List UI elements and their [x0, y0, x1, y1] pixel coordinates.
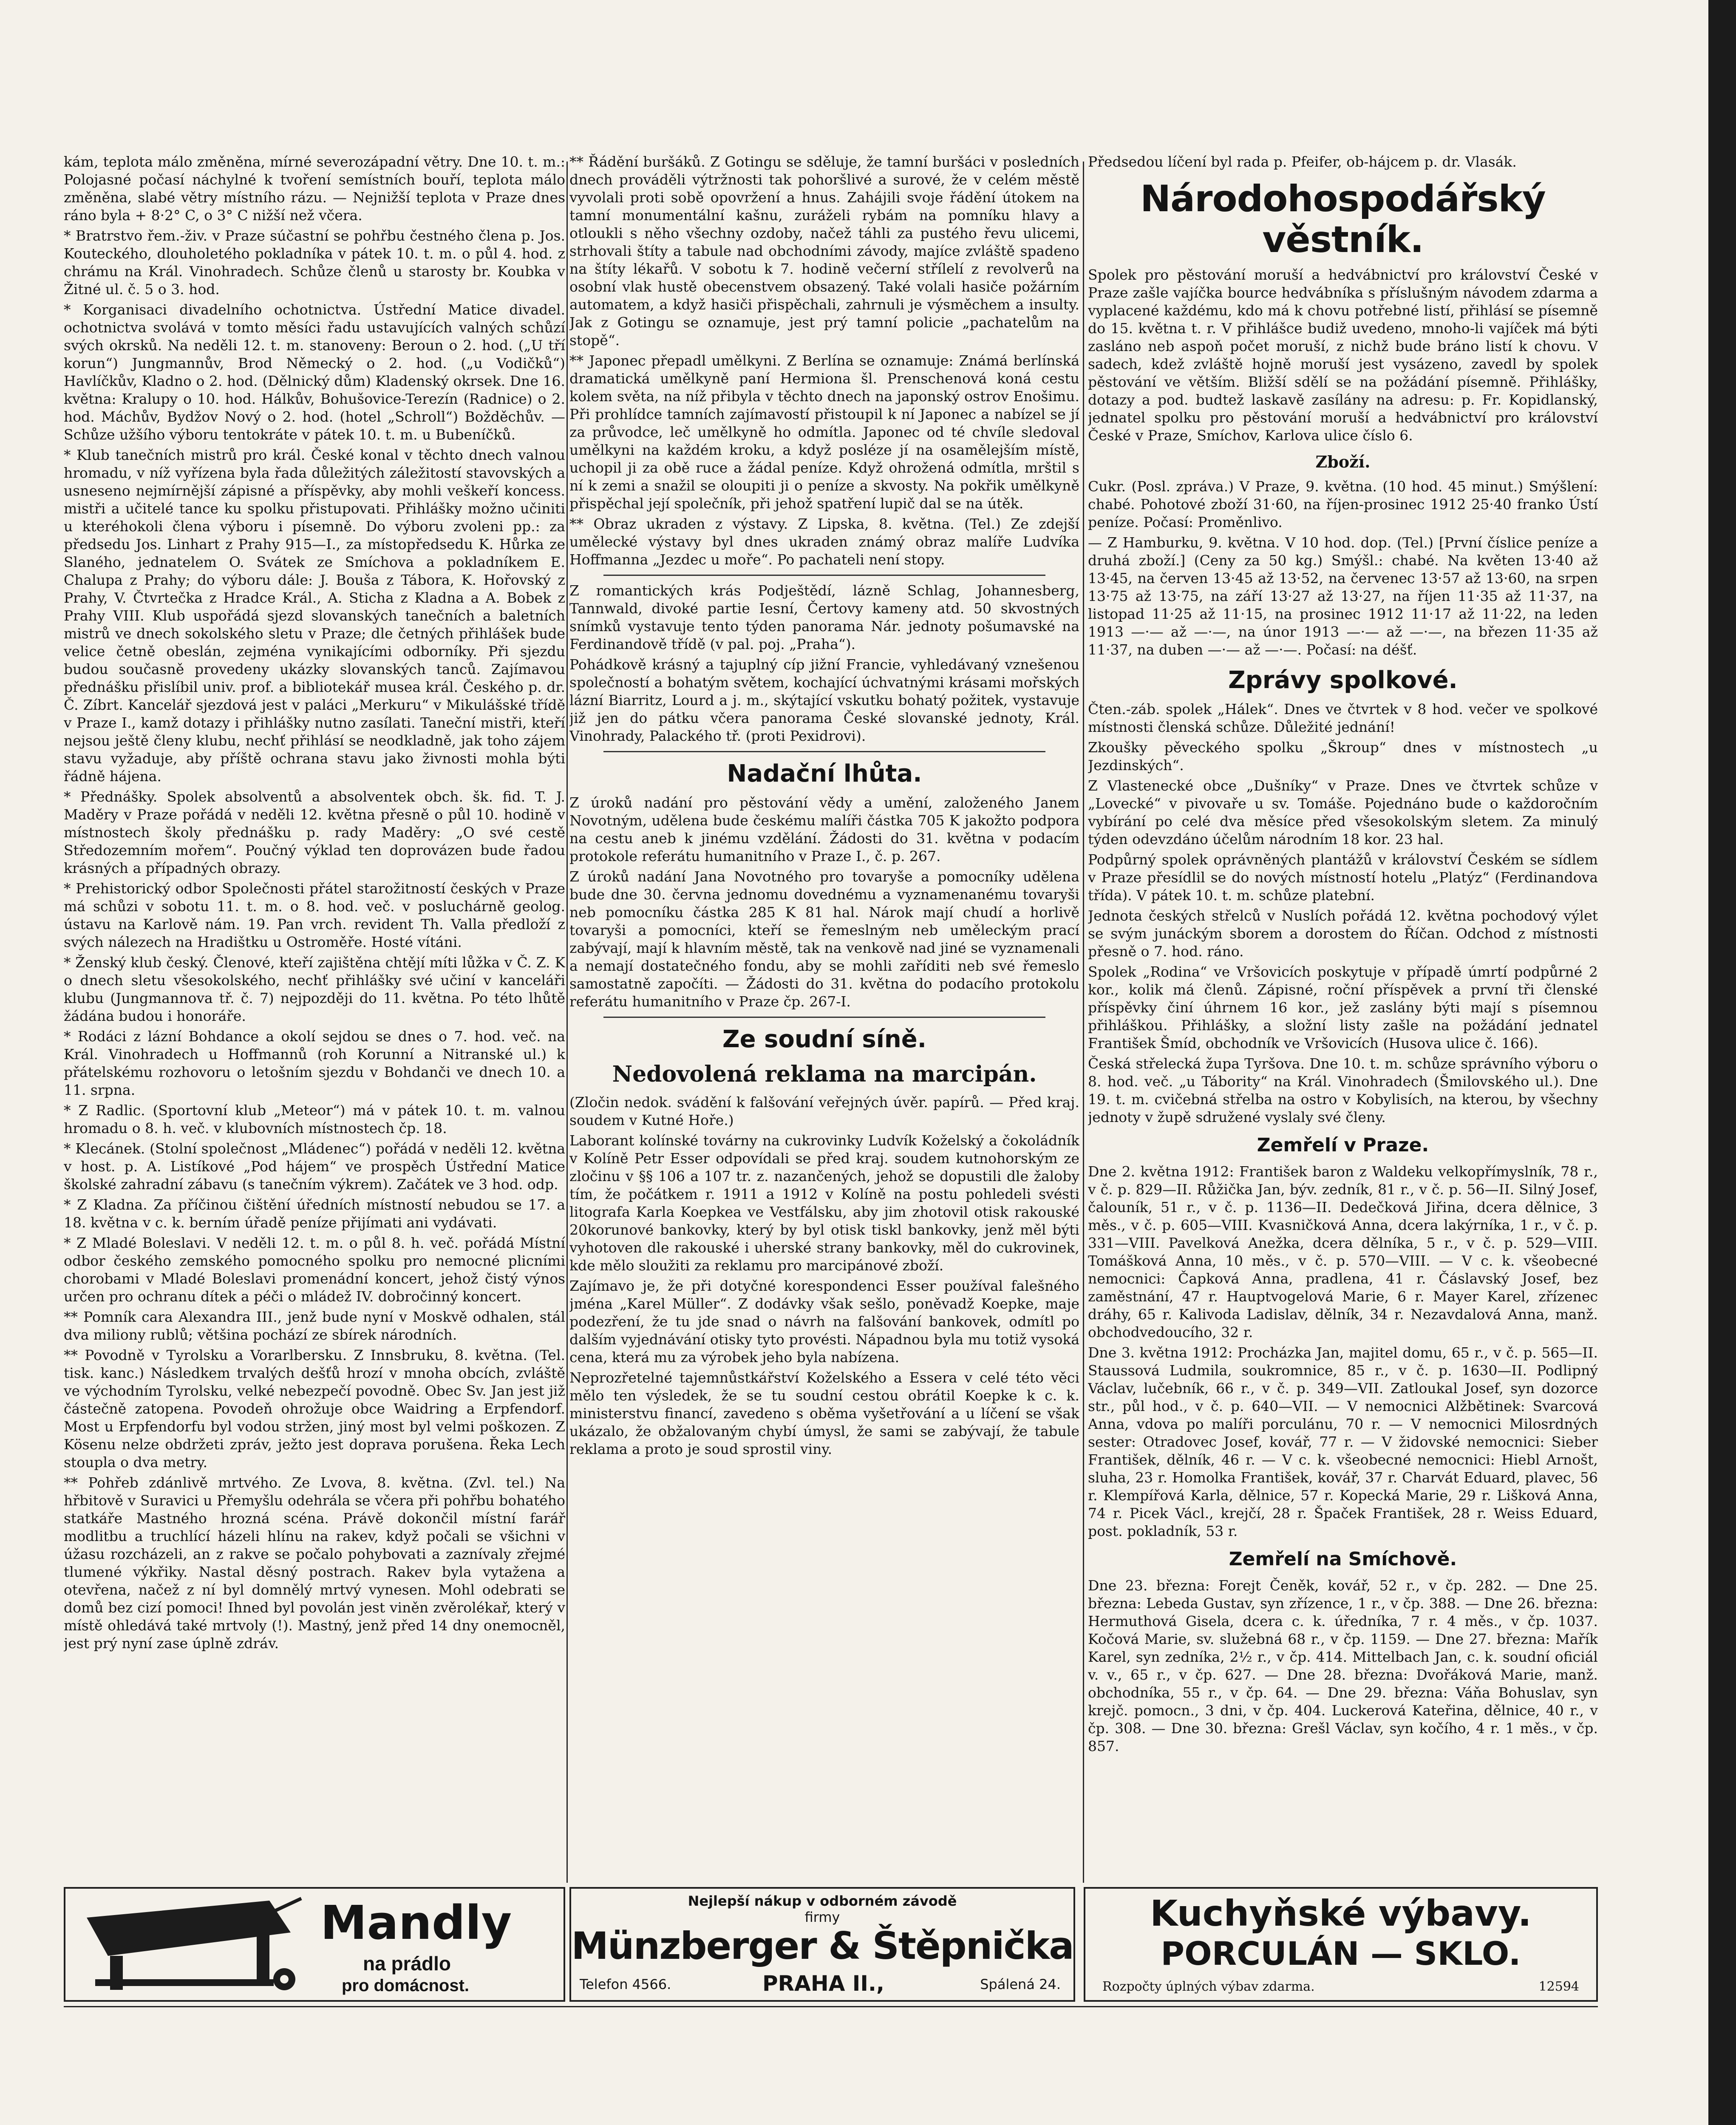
- ad-title: Kuchyňské výbavy.: [1150, 1893, 1532, 1934]
- article-paragraph: Česká střelecká župa Tyršova. Dne 10. t. m. schůze správního výboru o 8. hod. več. „u Tábority“ na Král. Vinohradech (Šmilovského ul.). Dne 19. t. m. cvičebná střelba na ostro v Kobylisích, na kterou, by všechny jednoty v župě sdružené vyslaly své členy.: [1088, 1055, 1598, 1125]
- column-2: [569, 153, 1079, 1883]
- ad-number: 12594: [1538, 1979, 1579, 1994]
- article-paragraph: Laborant kolínské továrny na cukrovinky Ludvík Koželský a čokoládník v Kolíně Petr Esser odpovídali se před kraj. soudem kutnohorským ze zločinu v §§ 106 a 107 tr. z. nazančených, jehož se dopustili dle žaloby tím, že počátkem r. 1911 a 1912 v Kolíně na postu pohledeli svésti litografa Karla Koepkea ve Vestfálsku, aby jim zhotovil otisk rakouské 20korunové bankovky, který by byl otisk tiskl bankovky, jenž měl býti vyhotoven dle rakouské i uherské strany bankovky, měl do cukrovinek, kde mělo sloužiti za reklamu pro marcipánové zboží.: [569, 1132, 1079, 1274]
- article-paragraph: * Rodáci z lázní Bohdance a okolí sejdou se dnes o 7. hod. več. na Král. Vinohradech u Hoffmannů (roh Korunní a Nitranské ul.) k přátelskému rozhovoru o letošním sjezdu v Bohdanči ve dnech 10. a 11. srpna.: [64, 1028, 565, 1098]
- article-paragraph: Čten.-záb. spolek „Hálek“. Dnes ve čtvrtek v 8 hod. večer ve spolkové místnosti členská schůze. Důležité jednání!: [1088, 701, 1598, 735]
- article-paragraph: * Korganisaci divadelního ochotnictva. Ústřední Matice divadel. ochotnictva svolává v tomto měsíci řadu ustavujících valných schůzí svých okrsků. Na neděli 12. t. m. stanoveny: Beroun o 2. hod. („U tří korun“) Jungmannův, Brod Německý o 2. hod. („u Vodičků“) Havlíčkův, Kladno o 2. hod. (Dělnický dům) Kladenský okrsek. Dne 16. května: Kralupy o 10. hod. Hálkův, Bohušovice-Terezín (Radnice) o 2. hod. Máchův, Bydžov Nový o 2. hod. (hotel „Schroll“) Božděchův. — Schůze užšího výboru tentokráte v pátek 10. t. m. u Bubeníčků.: [64, 301, 565, 443]
- article-paragraph: * Ženský klub český. Členové, kteří zajištěna chtějí míti lůžka v Č. Z. K o dnech sletu všesokolského, nechť přihlášky své učiní v kanceláři klubu (Jungmannova tř. č. 7) nejpozději do 11. května. Po této lhůtě žádána budou i honoráře.: [64, 954, 565, 1024]
- article-paragraph: Předsedou líčení byl rada p. Pfeifer, ob-hájcem p. dr. Vlasák.: [1088, 153, 1517, 170]
- article-paragraph: ** Pomník cara Alexandra III., jenž bude nyní v Moskvě odhalen, stál dva miliony rublů; většina pochází ze sbírek národních.: [64, 1309, 565, 1343]
- article-paragraph: Zajímavo je, že při dotyčné korespondenci Esser používal falešného jména „Karel Müller“. Z dodávky však sešlo, poněvadž Koepke, maje podezření, že tu jde snad o návrh na falšování bankovek, odmítl po dalším vyjednávání otisky tyto provésti. Nápadnou byla mu totiž vysoká cena, která mu za výrobek jeho byla nabízena.: [569, 1278, 1079, 1366]
- article-paragraph: * Přednášky. Spolek absolventů a absolventek obch. šk. fid. T. J. Maděry v Praze pořádá v neděli 12. května přesně o půl 10. hodině v místnostech školy přednášku p. rady Maděry: „O své cestě Středozemním mořem“. Poučný výklad ten doprovázen bude řadou krásných a případných obrazy.: [64, 788, 565, 876]
- mangle-machine-icon: [70, 1892, 308, 1998]
- section-heading-zemreli-smichov: Zemřelí na Smíchově.: [1229, 1548, 1457, 1570]
- article-paragraph: Z romantických krás Podještědí, lázně Schlag, Johannesberg, Tannwald, divoké partie Iesní, Čertovy kameny atd. 50 skvostných snímků vystavuje tento týden panorama Nár. jednoty pošumavské na Ferdinandově třídě (v pal. poj. „Praha“).: [569, 582, 1079, 652]
- article-paragraph: ** Povodně v Tyrolsku a Vorarlbersku. Z Innsbruku, 8. května. (Tel. tisk. kanc.) Následkem trvalých dešťů hrozí v mnoha obcích, zvláště ve východním Tyrolsku, velké nebezpečí povodně. Obec Sv. Jan jest již částečně zatopena. Povodeň ohrožuje obce Waidring a Erpfendorf. Most u Erpfendorfu byl vodou stržen, jiný most byl velmi poškozen. Z Kösenu nelze obdržeti zpráv, ježto jest doprava porušena. Řeka Lech stoupla o dva metry.: [64, 1347, 565, 1470]
- article-heading: Nedovolená reklama na marcipán.: [612, 1061, 1037, 1087]
- article-paragraph: * Klub tanečních mistrů pro král. České konal v těchto dnech valnou hromadu, v níž vyřízena byla řada důležitých záležitostí stavovských a usneseno nejmírnější zápisné a příspěvky, aby mohli veškeří koncess. mistři a učitelé tance ku spolku přistupovati. Přihlášky možno učiniti u kteréhokoli člena výboru i písemně. Do výboru zvoleni pp.: za předsedu Jos. Linhart z Prahy 915—I., za místopředsedu K. Hůrka ze Slaného, jednatelem O. Svátek ze Smíchova a pokladníkem E. Chalupa z Prahy; do výboru dále: J. Bouša z Tábora, K. Hořovský z Prahy, V. Čtvrtečka z Hradce Král., A. Sticha z Kladna a A. Bobek z Prahy VIII. Klub uspořádá sjezd slovanských tanečních a baletních mistrů ve dnech sokolského sletu v Praze; dle četných přihlášek bude velice četně obeslán, zejména vynikajícími odborníky. Při sjezdu budou současně provedeny ukázky slovanských tanců. Zajímavou přednášku přislíbil univ. prof. a bibliotekář musea král. Českého p. dr. Č. Zíbrt. Kancelář sjezdová jest v paláci „Merkuru“ v Mikulášské třídě v Praze I., kamž dotazy i přihlášky nutno zasílati. Taneční mistři, kteří nejsou ještě členy klubu, nechť přihlásí se neodkladně, jak toho zájem stavu vyžaduje, aby příště ochrana stavu jako živnosti mohla býti řádně hájena.: [64, 447, 565, 785]
- article-paragraph: * Klecánek. (Stolní společnost „Mládenec“) pořádá v neděli 12. května v host. p. A. Listíkové „Pod hájem“ ve prospěch Ústřední Matice školské zahradní zábavu (s tanečním výkrem). Začátek ve 3 hod. odp.: [64, 1140, 565, 1193]
- article-paragraph: (Zločin nedok. svádění k falšování veřejných úvěr. papírů. — Před kraj. soudem v Kutné Hoře.): [569, 1094, 1079, 1128]
- ad-firm-name: Münzberger & Štěpnička: [571, 1924, 1073, 1968]
- section-heading-nadacni: Nadační lhůta.: [727, 760, 922, 788]
- article-paragraph: Z úroků nadání Jana Novotného pro tovaryše a pomocníky udělena bude dne 30. června jednomu dovednému a vyznamenanému tovaryši neb pomocníku částka 285 K 81 hal. Nárok mají chudí a horlivě tovaryši a pomocníci, kteří se řemeslným neb uměleckým prací zabývají, mají k hlavním městě, tak na venkově nad jiné se vyznamenali a nemají dostatečného fondu, aby se mohli zaříditi neb své řemeslo samostatně započíti. — Žádosti do 31. května do podacího protokolu referátu humanitního v Praze čp. 267-I.: [569, 868, 1079, 1010]
- article-paragraph: * Z Kladna. Za příčinou čištění úředních místností nebudou se 17. a 18. května v c. k. berním úřadě peníze přijímati ani vydávati.: [64, 1196, 565, 1231]
- ad-mandly: [64, 1887, 565, 2002]
- bottom-rule: [64, 2006, 1598, 2007]
- article-paragraph: Dne 23. března: Forejt Čeněk, kovář, 52 r., v čp. 282. — Dne 25. března: Lebeda Gustav, syn zřízence, 1 r., v čp. 388. — Dne 26. března: Hermuthová Gisela, dcera c. k. úředníka, 7 r. 4 měs., v čp. 1037. Kočová Marie, sv. služebná 68 r., v čp. 1159. — Dne 27. března: Mařík Karel, syn zedníka, 2½ r., v čp. 414. Mittelbach Jan, c. k. soudní oficiál v. v., 65 r., v čp. 627. — Dne 28. března: Dvořáková Marie, manž. obchodníka, 55 r., v čp. 64. — Dne 29. března: Váňa Bohuslav, syn krejč. pomocn., 3 dni, v čp. 404. Luckerová Kateřina, dělnice, 40 r., v čp. 308. — Dne 30. března: Grešl Václav, syn kočího, 4 r. 1 měs., v čp. 857.: [1088, 1577, 1598, 1754]
- ad-firm-label: firmy: [804, 1909, 840, 1925]
- ad-subtitle: na prádlo: [363, 1952, 451, 1975]
- ad-city: PRAHA II.,: [762, 1971, 884, 1996]
- ad-tagline: Nejlepší nákup v odborném závodě: [688, 1893, 957, 1909]
- section-heading-soud: Ze soudní síně.: [722, 1026, 927, 1053]
- section-heading-spolkove: Zprávy spolkové.: [1228, 666, 1458, 694]
- article-paragraph: Pohádkově krásný a tajuplný cíp jižní Francie, vyhledávaný vznešenou společností a bohatým světem, kochající úchvatnými krásami mořských lázní Biarritz, Lourd a j. m., skýtající vskutku bohatý požitek, vystavuje již jen do pátku včera panorama České slovanské jednoty, Král. Vinohrady, Palackého tř. (proti Pexidrovi).: [569, 656, 1079, 744]
- section-heading-zemreli-praha: Zemřelí v Praze.: [1257, 1134, 1429, 1156]
- article-paragraph: * Bratrstvo řem.-živ. v Praze súčastní se pohřbu čestného člena p. Jos. Kouteckého, dlouholetého pokladníka v pátek 10. t. m. o půl 4. hod. z chrámu na Král. Vinohradech. Schůze členů u starosty br. Koubka v Žitné ul. č. 5 o 3. hod.: [64, 227, 565, 298]
- article-paragraph: — Z Hamburku, 9. května. V 10 hod. dop. (Tel.) [První číslice peníze a druhá zboží.] (Ceny za 50 kg.) Smýšl.: chabé. Na květen 13·40 až 13·45, na červen 13·45 až 13·52, na červenec 13·57 až 13·60, na srpen 13·75 až 13·75, na září 13·27 až 13·27, na říjen 11·35 až 11·37, na listopad 11·25 až 11·15, na prosinec 1912 11·17 až 11·22, na leden 1913 —·— až —·—, na únor 1913 —·— až —·—, na březen 11·35 až 11·37, na duben —·— až —·—. Počasí: na déšť.: [1088, 534, 1598, 658]
- article-paragraph: ** Řádění buršáků. Z Gotingu se sděluje, že tamní buršáci v posledních dnech prováděli výtržnosti tak pohoršlivé a surové, že v celém městě vyvolali proti sobě opovržení a hnus. Zahájili svoje řádění útokem na tamní monumentální kašnu, zuráželi rybám na pomníku hlavy a otloukli s něho všechny ozdoby, načež táhli za pustého řevu ulicemi, strhovali štíty a tabule nad obchodními závody, majíce zvláště spadeno na štíty lékařů. V sobotu k 7. hodině večerní střílelí z revolverů na osobní vlak hustě obecenstvem obsazený. Také volali hasiče požárním automatem, a když hasiči přispěchali, zahrnuli je výsměchem a insulty. Jak z Gotingu se oznamuje, jest prý tamní policie „pachatelům na stopě“.: [569, 153, 1079, 348]
- article-paragraph: ** Japonec přepadl umělkyni. Z Berlína se oznamuje: Známá berlínská dramatická umělkyně paní Hermiona šl. Prenschenová koná cestu kolem světa, na níž přibyla v těchto dnech na japonský ostrov Enošimu. Při prohlídce tamních zajímavostí přistoupil k ní Japonec a nabízel se jí za průvodce, leč umělkyně ho odmítla. Japonec od té chvíle sledoval umělkyni na každém kroku, a když posléze jí na osamělejším místě, uchopil ji za obě ruce a žádal peníze. Když ohrožená odmítla, mrštil s ní k zemi a snažil se oloupiti ji o peníze a skvosty. Na pokřik umělkyně přispěchal její společník, při jehož spatření lupič dal se na útěk.: [569, 352, 1079, 512]
- article-paragraph: Zkoušky pěveckého spolku „Škroup“ dnes v místnostech „u Jezdinských“.: [1088, 739, 1598, 774]
- article-paragraph: * Z Mladé Boleslavi. V neděli 12. t. m. o půl 8. h. več. pořádá Místní odbor českého zemského pomocného spolku pro nemocné plicními chorobami v Mladé Boleslavi promenádní koncert, jehož čistý výnos určen pro ochranu dítek a péči o mládež IV. dobročinný koncert.: [64, 1235, 565, 1305]
- section-heading-narodohospodarsky: Národohospodářský věstník.: [1140, 178, 1546, 261]
- article-paragraph: Dne 3. května 1912: Procházka Jan, majitel domu, 65 r., v č. p. 565—II. Staussová Ludmila, soukromnice, 85 r., v č. p. 1630—II. Podlipný Václav, lučebník, 66 r., v č. p. 349—VII. Zatloukal Josef, syn dozorce str., půl hod., v č. p. 640—VII. — V nemocnici Alžbětinek: Svarcová Anna, vdova po malíři porculánu, 70 r. — V nemocnici Milosrdných sester: Otradovec Josef, kovář, 77 r. — V židovské nemocnici: Sieber František, dělník, 46 r. — V c. k. všeobecné nemocnici: Hiebl Arnošt, sluha, 23 r. Homolka František, kovář, 37 r. Charvát Eduard, plavec, 56 r. Klempířová Karla, dělnice, 57 r. Kopecká Marie, 29 r. Lišková Anna, 74 r. Picek Václ., krejčí, 28 r. Špaček František, 28 r. Weiss Eduard, post. pokladník, 53 r.: [1088, 1344, 1598, 1539]
- article-paragraph: kám, teplota málo změněna, mírné severozápadní větry. Dne 10. t. m.: Polojasné počasí náchylné k tvoření semístních bouří, teplota málo změněna, slabé větry místního rázu. — Nejnižší teplota v Praze dnes ráno byla + 8·2° C, o 3° C nižší než včera.: [64, 153, 565, 224]
- scan-edge: [1708, 0, 1736, 2125]
- ad-subtitle: pro domácnost.: [342, 1976, 470, 1995]
- article-paragraph: Spolek pro pěstování moruší a hedvábnictví pro království České v Praze zašle vajíčka bource hedvábníka s příslušným návodem zdarma a vyplacené každému, kdo má k chovu potřebné listí, přihlásí se písemně do 15. května t. r. V přihlášce budiž uvedeno, mnoho-li vajíček má býti zasláno neb aspoň počet moruší, z nichž bude bráno listí k chovu. V sadech, kdež zvláště hojně moruší jest vysázeno, zavedl by spolek pěstování ve větším. Bližší sdělí se na požádání písemně. Přihlášky, dotazy a pod. budtež laskavě zasílány na adresu: p. Fr. Kopidlanský, jednatel spolku pro pěstování moruší a hedvábnictví pro království České v Praze, Smíchov, Karlova ulice číslo 6.: [1088, 266, 1598, 444]
- section-divider: [603, 1017, 1045, 1018]
- ad-street: Spálená 24.: [980, 1976, 1061, 1992]
- article-paragraph: Cukr. (Posl. zpráva.) V Praze, 9. května. (10 hod. 45 minut.) Smýšlení: chabé. Pohotové zboží 31·60, na říjen-prosinec 1912 25·40 franko Ústí peníze. Počasí: Proměnlivo.: [1088, 478, 1598, 530]
- article-paragraph: Spolek „Rodina“ ve Vršovicích poskytuje v případě úmrtí podpůrné 2 kor., kolik má členů. Zápisné, roční příspěvek a první tři členské příspěvky činí úhrnem 16 kor., jež zaslány býti mají s písemnou přihláškou. Přihlášky, a složní listy zašle na požádání jednatel František Šmíd, obchodník ve Vršovicích (Husova ulice č. 166).: [1088, 963, 1598, 1051]
- article-paragraph: Neprozřetelné tajemnůstkářství Koželského a Essera v celé této věci mělo ten výsledek, že se tu soudní cestou obrátil Koepke k c. k. ministerstvu financí, zavedeno s oběma vyšetřování a u líčení se však ukázalo, že obžalovaným chybí úmysl, že sami se zabývají, že tabule reklama a proto je soud sprostil viny.: [569, 1369, 1079, 1457]
- ad-title: Mandly: [320, 1896, 512, 1950]
- ad-kuchynske-vybavy: [1084, 1887, 1598, 2002]
- ad-footnote: Rozpočty úplných výbav zdarma.: [1102, 1979, 1315, 1994]
- section-heading-zbozi: Zboží.: [1315, 452, 1371, 471]
- article-paragraph: Dne 2. května 1912: František baron z Waldeku velkopřímyslník, 78 r., v č. p. 829—II. Růžička Jan, býv. zedník, 81 r., v č. p. 56—II. Silný Josef, čalouník, 51 r., v č. p. 1136—II. Dedečková Jiřina, dcera dělnice, 3 měs., v č. p. 605—VIII. Kvasničková Anna, dcera lakýrníka, 1 r., v č. p. 331—VIII. Pavelková Anežka, dcera dělníka, 5 r., v č. p. 529—VIII. Tomášková Anna, 10 měs., v č. p. 570—VIII. — V c. k. všeobecné nemocnici: Čapková Anna, pradlena, 41 r. Čáslavský Josef, bez zaměstnání, 47 r. Hauptvogelová Marie, 6 r. Mayer Karel, zřízenec dráhy, 65 r. Kalivoda Ladislav, dělník, 34 r. Nezavdalová Anna, manž. obchodvedoucího, 32 r.: [1088, 1163, 1598, 1340]
- column-3: [1088, 153, 1598, 1883]
- article-paragraph: Podpůrný spolek oprávněných plantážů v království Českém se sídlem v Praze přesídlil se do nových místností hotelu „Platýz“ (Ferdinandova třída). V pátek 10. t. m. schůze platební.: [1088, 851, 1598, 904]
- section-divider: [603, 575, 1045, 576]
- column-rule: [566, 162, 568, 1883]
- section-divider: [603, 751, 1045, 752]
- article-paragraph: * Z Radlic. (Sportovní klub „Meteor“) má v pátek 10. t. m. valnou hromadu o 8. h. več. v klubovních místnostech čp. 18.: [64, 1102, 565, 1136]
- article-paragraph: ** Pohřeb zdánlivě mrtvého. Ze Lvova, 8. května. (Zvl. tel.) Na hřbitově v Suravici u Přemyšlu odehrála se včera při pohřbu bohatého statkáře Mastného hrozná scéna. Právě dokončil místní farář modlitbu a truchlící házeli hlínu na rakev, když počali se všichni v úžasu rozcházeli, an z rakve se počalo pohybovati a zaznívaly zřejmé tlumené výkřiky. Nastal děsný postrach. Rakev byla vytažena a otevřena, načež z ní byl domnělý mrtvý vynesen. Mohl odebrati se domů bez cizí pomoci! Ihned byl povolán jest viněn zvěrolékař, který v místě ohledává také mrtvoly (!). Mastný, jenž před 14 dny onemocněl, jest prý nyní zase úplně zdráv.: [64, 1474, 565, 1652]
- article-paragraph: Z Vlastenecké obce „Dušníky“ v Praze. Dnes ve čtvrtek schůze v „Lovecké“ v pivovaře u sv. Tomáše. Pojednáno bude o každoročním vybírání po celé dva měsíce před všesokolským sletem. Za minulý týden odevzdáno účelům národním 18 kor. 23 hal.: [1088, 777, 1598, 847]
- ad-phone: Telefon 4566.: [580, 1976, 671, 1992]
- column-1: [64, 153, 565, 1883]
- article-paragraph: Jednota českých střelců v Nuslích pořádá 12. května pochodový výlet se svým junáckým sborem a dorostem do Říčan. Odchod z místnosti přesně o 7. hod. ráno.: [1088, 907, 1598, 960]
- advertisement-row: [64, 1887, 1598, 2002]
- article-paragraph: * Prehistorický odbor Společnosti přátel starožitností českých v Praze má schůzi v sobotu 11. t. m. o 8. hod. več. v posluchárně geolog. ústavu na Karlově nám. 19. Pan vrch. revident Th. Valla předloží z svých nálezech na Hradištku u Ostroměře. Hosté vítáni.: [64, 880, 565, 950]
- article-paragraph: ** Obraz ukraden z výstavy. Z Lipska, 8. května. (Tel.) Ze zdejší umělecké výstavy byl dnes ukraden známý obraz malíře Ludvíka Hoffmanna „Jezdec u moře“. Po pachateli není stopy.: [569, 516, 1079, 568]
- column-rule: [1083, 162, 1084, 1883]
- ad-munzberger: [569, 1887, 1075, 2002]
- ad-subtitle: PORCULÁN — SKLO.: [1161, 1935, 1521, 1972]
- article-paragraph: Z úroků nadání pro pěstování vědy a umění, založeného Janem Novotným, udělena bude českému malíři částka 705 K jakožto podpora na cestu aneb k jinému vzdělání. Žádosti do 31. května v podacím protokole referátu humanitního v Praze I., č. p. 267.: [569, 794, 1079, 864]
